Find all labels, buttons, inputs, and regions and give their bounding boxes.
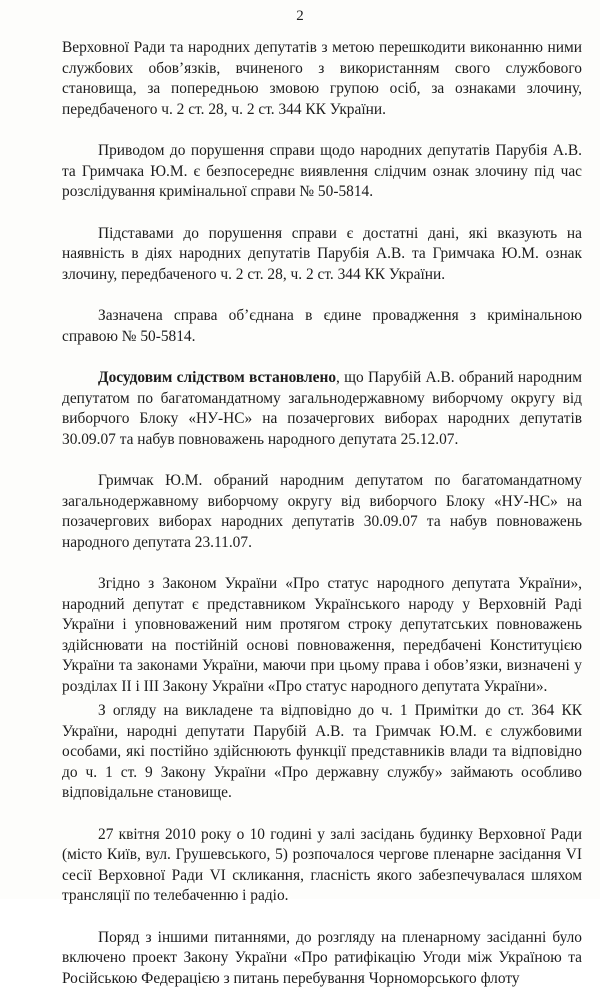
paragraph-grounds-basis: Підставами до порушення справи є достатні дані, які вказують на наявність в діях народних депутатів Парубія А.В. та Гримчака Ю.М. ознак злочину, передбаченого ч. 2 ст. 28, ч. 2 ст. 344 КК України. — [62, 224, 582, 286]
paragraph-official-persons: З огляду на викладене та відповідно до ч. 1 Примітки до ст. 364 КК України, народні депутати Парубій А.В. та Гримчак Ю.М. є службовими особами, які постійно здійснюють функції представників влади та відповідно до ч. 1 ст. 9 Закону України «Про державну службу» займають особливо відповідальне становище. — [62, 701, 582, 804]
paragraph-parubiy-text: , що Парубій А.В. обраний народним депутатом по багатомандатному загальнодержавному виборчому округу від виборчого Блоку «НУ-НС» на позачергових виборах народних депутатів 30.09.07 та набув повноважень народного депутата 25.12.07. — [62, 369, 582, 448]
paragraph-plenary-session: 27 квітня 2010 року о 10 годині у залі засідань будинку Верховної Ради (місто Київ, вул. Грушевського, 5) розпочалося чергове пленарне засідання VI сесії Верховної Ради VI скликання, гласність якого забезпечувалася шляхом трансляції по телебаченню і радіо. — [62, 825, 582, 907]
paragraph-grounds-reason: Приводом до порушення справи щодо народних депутатів Парубія А.В. та Гримчака Ю.М. є безпосереднє виявлення слідчим ознак злочину під час розслідування кримінальної справи № 50-5814. — [62, 141, 582, 203]
paragraph-ratification-bill: Поряд з іншими питаннями, до розгляду на пленарному засіданні було включено проект Закону України «Про ратифікацію Угоди між Україною та Російською Федерацією з питань перебування Чорноморського флоту — [62, 928, 582, 989]
page-number: 2 — [0, 8, 600, 25]
paragraph-case-merge: Зазначена справа об’єднана в єдине провадження з кримінальною справою № 50-5814. — [62, 306, 582, 347]
document-body — [62, 38, 582, 989]
paragraph-parubiy-election — [62, 368, 582, 450]
paragraph-deputy-status-law: Згідно з Законом України «Про статус народного депутата України», народний депутат є представником Українського народу у Верховній Раді України і уповноважений ним протягом строку депутатських повноважень здійснювати на постійній основі повноваження, передбачені Конституцією України та законами України, маючи при цьому права і обов’язки, визначені у розділах II і III Закону України «Про статус народного депутата України». — [62, 574, 582, 697]
bold-lead-phrase: Досудовим слідством встановлено — [98, 369, 336, 386]
paragraph-continuation: Верховної Ради та народних депутатів з метою перешкодити виконанню ними службових обов’язків, вчиненого з використанням свого службового становища, за попередньою змовою групою осіб, за ознаками злочину, передбаченого ч. 2 ст. 28, ч. 2 ст. 344 КК України. — [62, 38, 582, 120]
paragraph-grymchak-election: Гримчак Ю.М. обраний народним депутатом по багатомандатному загальнодержавному виборчому округу від виборчого Блоку «НУ-НС» на позачергових виборах народних депутатів 30.09.07 та набув повноважень народного депутата 23.11.07. — [62, 471, 582, 553]
